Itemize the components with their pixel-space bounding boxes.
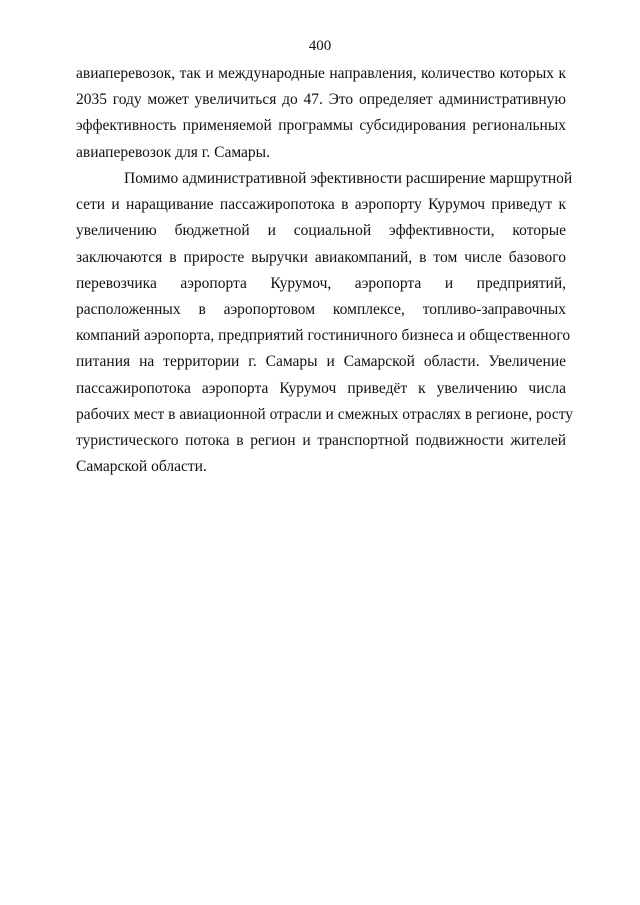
- text-line: сети и наращивание пассажиропотока в аэропорту Курумоч приведут к: [76, 196, 566, 214]
- paragraph-1: [76, 61, 566, 166]
- text-line: авиаперевозок для г. Самары.: [76, 143, 270, 161]
- text-line: Самарской области.: [76, 458, 207, 476]
- text-line: рабочих мест в авиационной отрасли и смежных отраслях в регионе, росту: [76, 405, 574, 423]
- text-line: питания на территории г. Самары и Самарской области. Увеличение: [76, 353, 566, 371]
- text-line: авиаперевозок, так и международные направления, количество которых к: [76, 65, 566, 82]
- text-line: компаний аэропорта, предприятий гостиничного бизнеса и общественного: [76, 327, 571, 345]
- text-line: туристического потока в регион и транспортной подвижности жителей: [76, 431, 566, 449]
- text-line: заключаются в приросте выручки авиакомпаний, в том числе базового: [76, 248, 566, 266]
- text-line: перевозчика аэропорта Курумоч, аэропорта и предприятий,: [76, 274, 566, 292]
- paragraph-2: [76, 166, 574, 480]
- text-line: Помимо административной эфективности расширение маршрутной: [124, 170, 573, 187]
- page-number: 400: [308, 38, 332, 54]
- text-line: 2035 году может увеличиться до 47. Это определяет административную: [76, 91, 566, 109]
- text-line: расположенных в аэропортовом комплексе, топливо-заправочных: [76, 300, 566, 318]
- text-line: эффективность применяемой программы субсидирования региональных: [76, 117, 566, 135]
- text-line: пассажиропотока аэропорта Курумоч приведёт к увеличению числа: [76, 379, 566, 397]
- text-line: увеличению бюджетной и социальной эффективности, которые: [76, 222, 566, 240]
